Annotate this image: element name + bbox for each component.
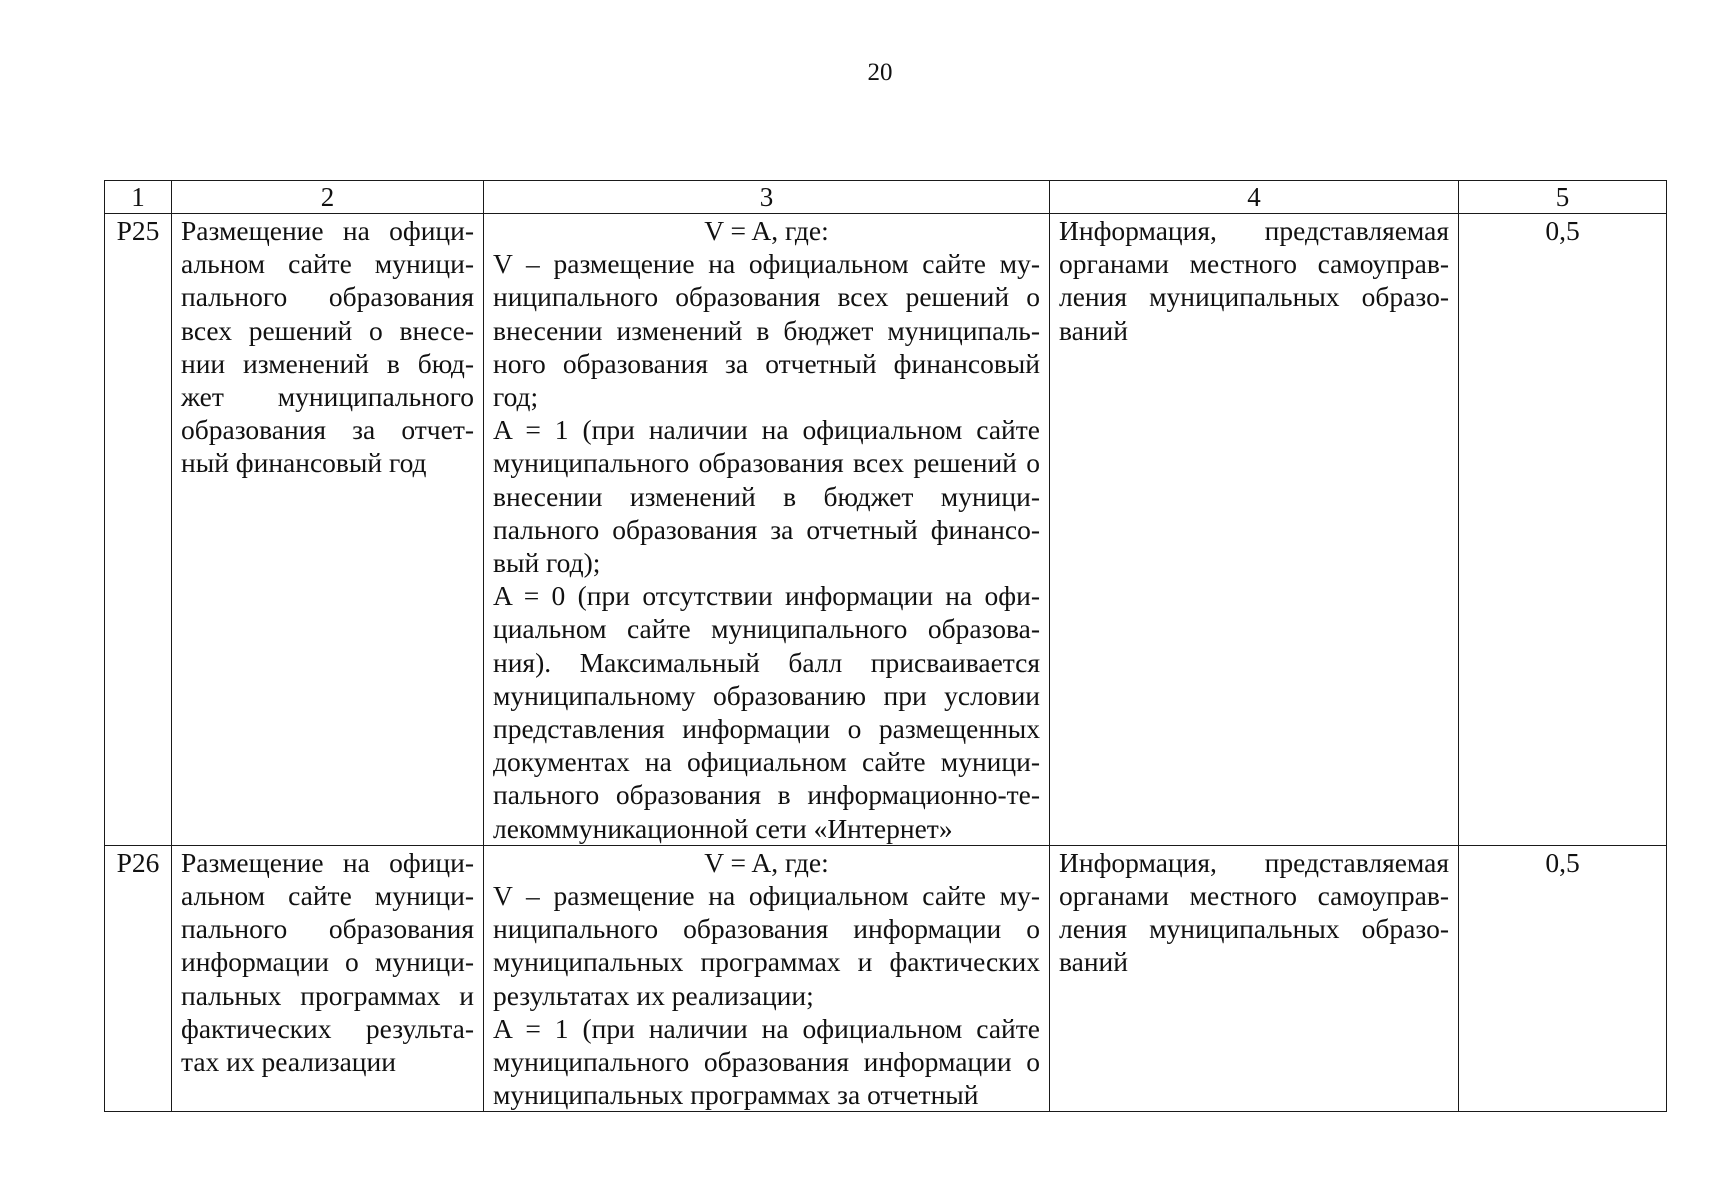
column-header: 5 xyxy=(1459,181,1667,214)
data-source: Информация, представляемая органами местного самоуправ-ления муниципальных образо-ваний xyxy=(1050,845,1459,1112)
formula-paragraph: V – размещение на официальном сайте му-ниципального образования всех решений о внесении изменений в бюджет муниципаль-ного образования за отчетный финансовый год; xyxy=(493,248,1040,413)
formula-cell xyxy=(484,214,1050,846)
max-score: 0,5 xyxy=(1459,214,1667,846)
table-row xyxy=(105,845,1667,1112)
formula-head: V = A, где: xyxy=(704,215,829,246)
page-number: 20 xyxy=(867,59,893,86)
indicator-name: Размещение на офици-альном сайте муници-пального образования информации о муници-пальных программах и фактических результа-тах их реализации xyxy=(172,845,484,1112)
column-header: 3 xyxy=(484,181,1050,214)
table-header-row xyxy=(105,181,1667,214)
indicator-name: Размещение на офици-альном сайте муници-пального образования всех решений о внесе-нии изменений в бюд-жет муниципального образования за отчет-ный финансовый год xyxy=(172,214,484,846)
formula-paragraph: V – размещение на официальном сайте му-ниципального образования информации о муниципальных программах и фактических результатах их реализации; xyxy=(493,880,1040,1011)
column-header: 4 xyxy=(1050,181,1459,214)
indicator-code: Р25 xyxy=(105,214,172,846)
criteria-table xyxy=(104,180,1667,1112)
data-source: Информация, представляемая органами местного самоуправ-ления муниципальных образо-ваний xyxy=(1050,214,1459,846)
formula-paragraph: A = 1 (при наличии на официальном сайте муниципального образования информации о муниципальных программах за отчетный xyxy=(493,1012,1040,1111)
column-header: 2 xyxy=(172,181,484,214)
formula-paragraph: A = 0 (при отсутствии информации на офи-циальном сайте муниципального образова-ния). Максимальный балл присваивается муниципальному образованию при условии представления информации о размещенных документах на официальном сайте муници-пального образования в информационно-те-лекоммуникационной сети «Интернет» xyxy=(493,580,1040,844)
indicator-code: Р26 xyxy=(105,845,172,1112)
formula-cell xyxy=(484,845,1050,1112)
table-row xyxy=(105,214,1667,846)
max-score: 0,5 xyxy=(1459,845,1667,1112)
column-header: 1 xyxy=(105,181,172,214)
formula-head: V = A, где: xyxy=(704,846,829,878)
formula-paragraph: A = 1 (при наличии на официальном сайте муниципального образования всех решений о внесении изменений в бюджет муници-пального образования за отчетный финансо-вый год); xyxy=(493,414,1040,579)
